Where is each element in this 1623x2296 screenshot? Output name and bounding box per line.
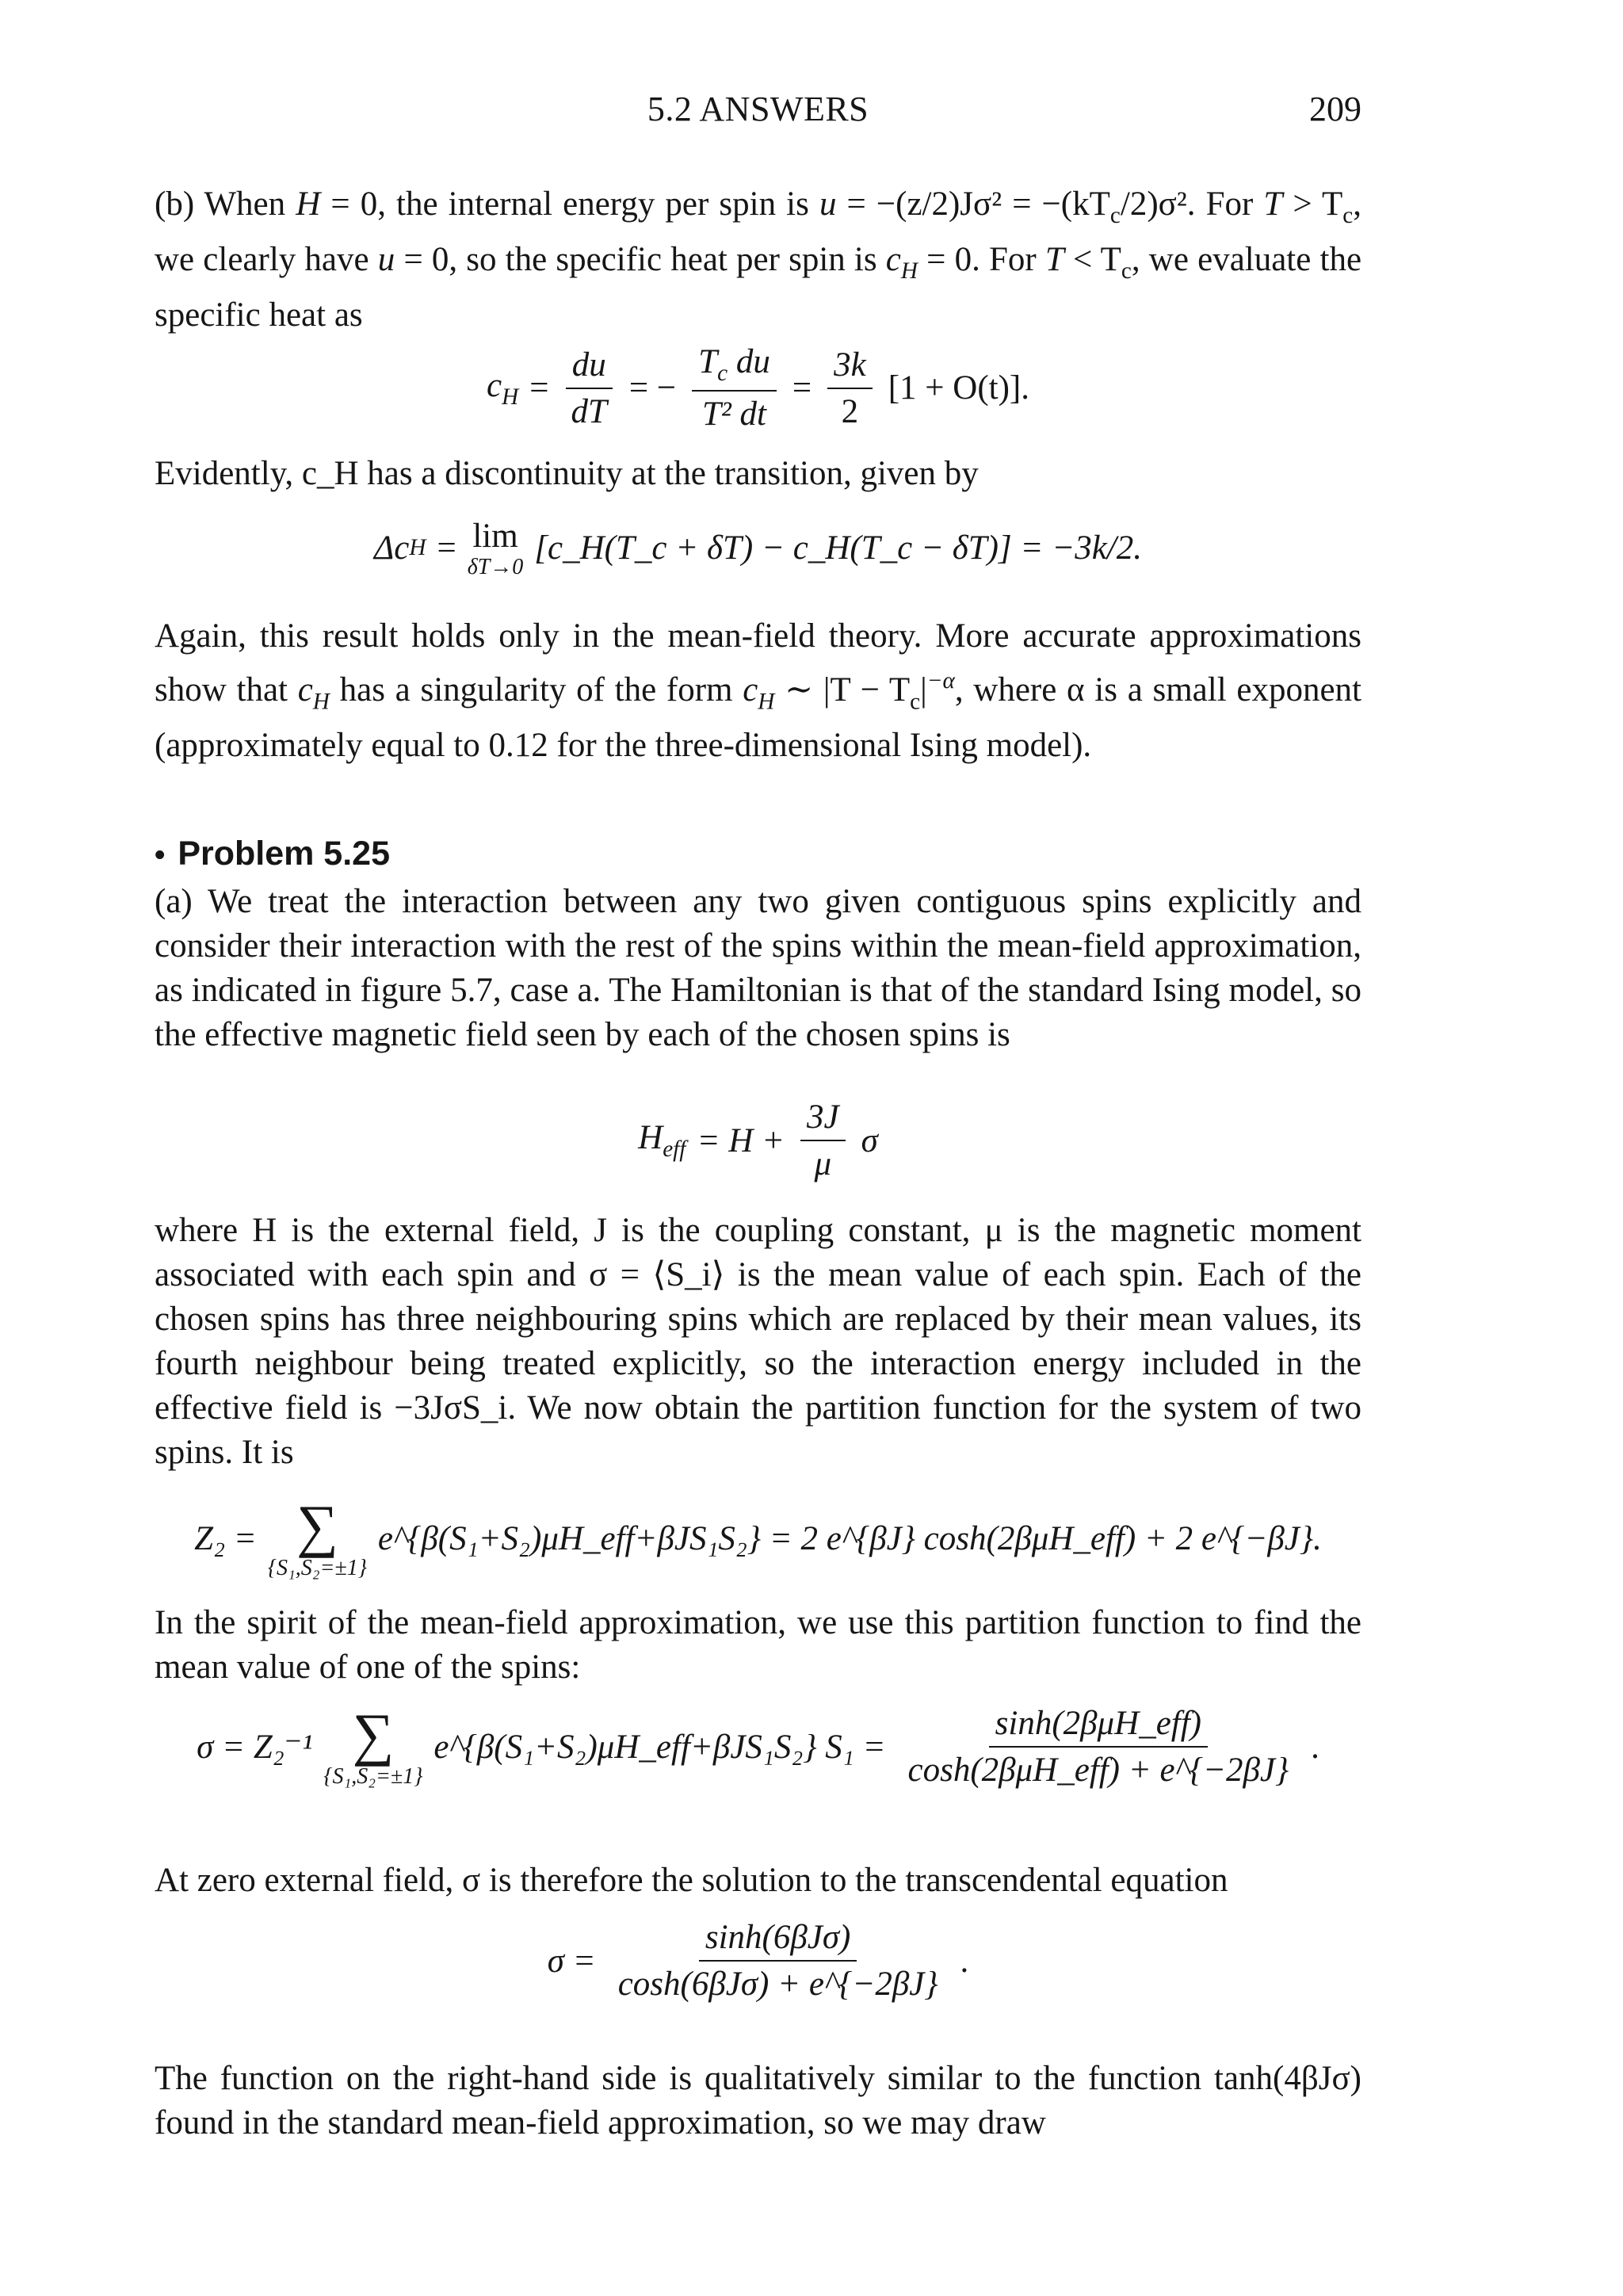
eq-mid: = H + bbox=[697, 1121, 785, 1159]
eq-lhs: c bbox=[487, 366, 502, 404]
problem-title: Problem 5.25 bbox=[178, 835, 390, 873]
fraction-du-dT: $\frac{du}{dT}$ bbox=[565, 346, 613, 431]
eq-tail: [1 + O(t)]. bbox=[888, 369, 1029, 407]
paragraph-text: (a) We treat the interaction between any two given contiguous spins explicitly and consider their interaction with the rest of the spins within the mean-field approximation, as indicated in figure 5.7, case a. The Hamiltonian is that of the standard Ising model, so the effective magnetic field seen by each of the chosen spins is bbox=[155, 883, 1361, 1053]
equation-effective-field: $H_{eff}$ = H + $\frac{3J}{\mu}$ σ bbox=[638, 1098, 878, 1182]
bullet-icon: • bbox=[155, 839, 166, 872]
summation-operator: ∑ {S₁,S₂=±1} bbox=[267, 1494, 367, 1580]
text-run: Again, this result holds only in the mean-field theory. More accurate approximations show that bbox=[155, 617, 1361, 709]
paragraph-again: Again, this result holds only in the mean-field theory. More accurate approximations show that $c_H$ has a singularity of the form $c_H$ ∼ $|T - T_c|^{-\alpha}$, where α is a small exponent (approximately equal to 0.12 for the three-dimensional Ising model). bbox=[155, 617, 1361, 765]
eq-body: [c_H(T_c + δT) − c_H(T_c − δT)] = −3k/2. bbox=[534, 529, 1142, 567]
limit-operator: lim δT→0 bbox=[467, 518, 524, 579]
paragraph-spirit bbox=[155, 1601, 1361, 1690]
paragraph-function bbox=[155, 2057, 1361, 2145]
fraction-3J-mu: $\frac{3J}{\mu}$ bbox=[800, 1098, 846, 1183]
paragraph-zero-field bbox=[155, 1859, 1361, 1903]
paragraph-evidently bbox=[155, 452, 1361, 496]
text-run: > T bbox=[1282, 185, 1343, 223]
text-run: = −(z/2)Jσ² = −(kT bbox=[836, 185, 1110, 223]
eq-body: e^{β(S₁+S₂)μH_eff+βJS₁S₂} S₁ = bbox=[433, 1728, 886, 1766]
eq-lhs: Z₂ = bbox=[194, 1519, 257, 1557]
eq-lhs: Δc bbox=[373, 529, 410, 567]
text-run: For bbox=[1205, 185, 1264, 223]
fraction-3k-2: $\frac{3k}{2}$ bbox=[827, 346, 873, 431]
fraction-sinh-cosh-6: $\frac{\text{sinh(6βJσ)}}{\text{cosh(6βJσ) + e\textasciicircum{}\{−2βJ\}}}$ bbox=[617, 1919, 938, 2003]
paragraph-text: Evidently, c_H has a discontinuity at the transition, given by bbox=[155, 455, 979, 492]
eq-tail: σ bbox=[861, 1121, 878, 1159]
text-run: has a singularity of the form bbox=[329, 671, 743, 709]
paragraph-text: where H is the external field, J is the coupling constant, μ is the magnetic moment associated with each spin and σ = ⟨S_i⟩ is the mean value of each spin. Each of the chosen spins has three neighbouring spins which are replaced by their mean values, its fourth neighbour being treated explicitly, so the interaction energy included in the effective field is −3JσS_i. We now obtain the partition function for the system of two spins. It is bbox=[155, 1212, 1361, 1471]
eq-lhs: σ = bbox=[547, 1942, 596, 1980]
fraction-sinh-cosh: $\frac{\text{sinh(2βμH\_eff)}}{\text{cosh(2βμH\_eff) + e\textasciicircum{}\{−2βJ\}}}$ bbox=[907, 1705, 1289, 1789]
text-run: , we clearly have bbox=[155, 185, 1361, 279]
problem-heading bbox=[155, 835, 390, 873]
fraction-tc-du: $\frac{T_c du}{\text{T² dt}}$ bbox=[692, 342, 777, 434]
summation-operator: ∑ {S₁,S₂=±1} bbox=[323, 1702, 423, 1789]
equation-transcendental bbox=[155, 1918, 1361, 2004]
eq-lhs: σ = Z₂⁻¹ bbox=[197, 1729, 313, 1766]
paragraph-a bbox=[155, 880, 1361, 1057]
text-run: = 0, the internal energy per spin is bbox=[320, 185, 819, 223]
text-run: = 0. For bbox=[918, 241, 1037, 279]
page-number: 209 bbox=[1309, 90, 1361, 128]
eq-body: e^{β(S₁+S₂)μH_eff+βJS₁S₂} = 2 e^{βJ} cosh(2βμH_eff) + 2 e^{−βJ}. bbox=[377, 1519, 1322, 1557]
paragraph-text: At zero external field, σ is therefore the solution to the transcendental equation bbox=[155, 1862, 1228, 1899]
text-run: | bbox=[920, 671, 927, 709]
paragraph-text: The function on the right-hand side is qualitatively similar to the function tanh(4βJσ) found in the standard mean-field approximation, so we may draw bbox=[155, 2060, 1361, 2141]
equation-partition-function bbox=[155, 1496, 1361, 1580]
page-header bbox=[155, 89, 1361, 136]
equation-discontinuity: Δc H = lim δT→0 [c_H(T_c + δT) − c_H(T_c − δT)] = −3k/2. bbox=[373, 518, 1142, 579]
paragraph-where bbox=[155, 1209, 1361, 1475]
equation-mean-spin bbox=[155, 1704, 1361, 1790]
equation-specific-heat: $c_H$ = $\frac{du}{dT}$ = − $\frac{T_c du}{\text{T² dt}}$ = $\frac{3k}{2}$ [1 + O(t)]. bbox=[487, 343, 1029, 434]
text-run: (b) When bbox=[155, 185, 296, 223]
eq-tail: . bbox=[1311, 1728, 1319, 1766]
text-run: /2)σ². bbox=[1120, 185, 1196, 223]
text-run: ∼ |T − T bbox=[774, 671, 911, 709]
text-run: , where α is a small exponent (approximately equal to 0.12 for the three-dimensional Ising model). bbox=[155, 671, 1361, 765]
paragraph-text: In the spirit of the mean-field approximation, we use this partition function to find the mean value of one of the spins: bbox=[155, 1604, 1361, 1686]
text-run: = 0, so the specific heat per spin is bbox=[395, 241, 886, 279]
running-section-title: 5.2 ANSWERS bbox=[647, 90, 869, 128]
paragraph-b: (b) When H = 0, the internal energy per spin is $u = -(z/2)J\sigma^2 = -(kT_c/2)\sigma^2$. For $T > T_c$, we clearly have u = 0, so the specific heat per spin is $c_H = 0$. For $T < T_c$, we evaluate the specific heat as bbox=[155, 185, 1362, 334]
eq-tail: . bbox=[960, 1942, 969, 1980]
text-run: , we evaluate the specific heat as bbox=[155, 241, 1362, 334]
eq-lhs-sub: H bbox=[502, 384, 519, 410]
text-run: < T bbox=[1064, 241, 1121, 279]
